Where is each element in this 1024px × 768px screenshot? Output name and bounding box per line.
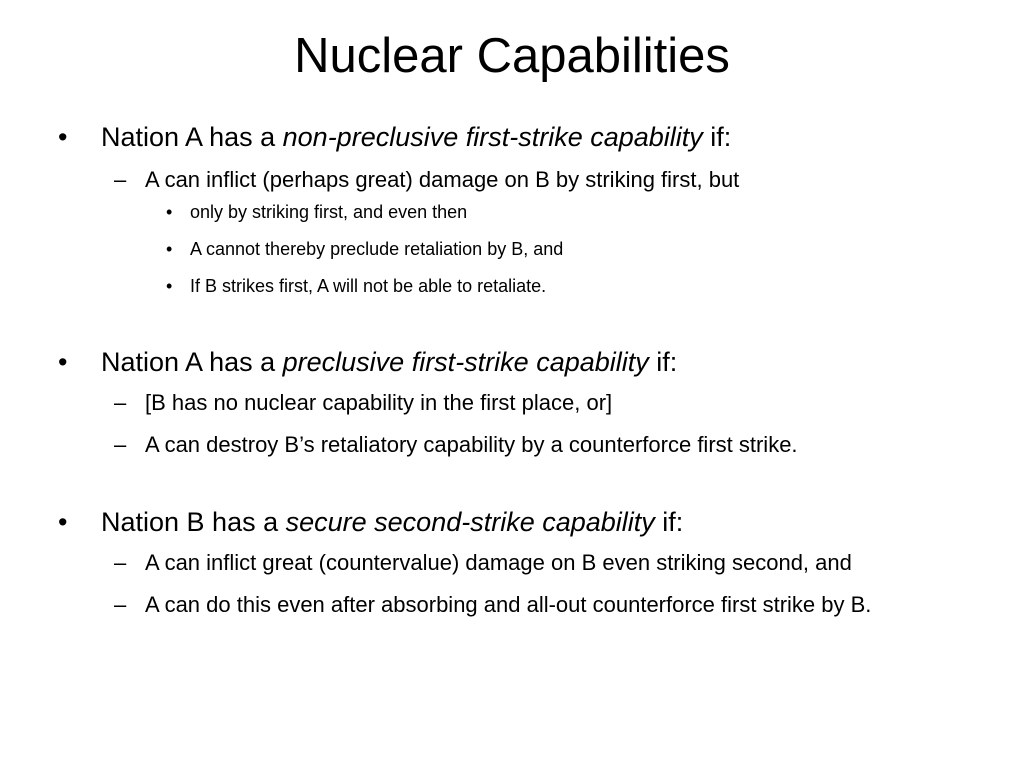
dash-icon: – (114, 432, 127, 457)
bullet-item-preclusive (58, 343, 988, 381)
dash-icon: – (114, 167, 127, 192)
sub-bullet-item (58, 589, 905, 620)
bullet-text-pre: Nation A has a (101, 122, 283, 152)
sub-bullet-text: A can do this even after absorbing and all-out counterforce first strike by B. (145, 592, 872, 617)
sub-bullet-item (58, 429, 988, 460)
bullet-text-term: non-preclusive first-strike capability (282, 122, 703, 152)
slide-title: Nuclear Capabilities (294, 29, 730, 83)
sub-bullet-text: A can inflict (perhaps great) damage on B by striking first, but (145, 167, 740, 192)
bullet-icon: • (58, 347, 68, 377)
sub-sub-bullet-item (58, 237, 988, 262)
bullet-text-post: if: (648, 347, 678, 377)
sub-bullet-text: [B has no nuclear capability in the first place, or] (145, 390, 613, 415)
bullet-text-post: if: (654, 507, 684, 537)
slide-body (58, 118, 988, 620)
bullet-item-non-preclusive (58, 118, 988, 156)
sub-bullet-text: A can destroy B’s retaliatory capability by a counterforce first strike. (145, 432, 798, 457)
bullet-icon: • (58, 507, 68, 537)
sub-sub-bullet-item (58, 200, 988, 225)
sub-sub-bullet-text: only by striking first, and even then (190, 202, 468, 222)
sub-sub-bullet-item (58, 274, 988, 299)
sub-bullet-text: A can inflict great (countervalue) damage on B even striking second, and (145, 550, 852, 575)
bullet-icon: • (166, 239, 173, 259)
sub-bullet-item (58, 547, 988, 578)
dash-icon: – (114, 592, 127, 617)
sub-sub-bullet-text: A cannot thereby preclude retaliation by B, and (190, 239, 564, 259)
bullet-icon: • (166, 276, 173, 296)
bullet-item-secure-second-strike (58, 503, 988, 541)
dash-icon: – (114, 390, 127, 415)
dash-icon: – (114, 550, 127, 575)
bullet-icon: • (166, 202, 173, 222)
bullet-text-term: secure second-strike capability (285, 507, 655, 537)
bullet-icon: • (58, 122, 68, 152)
bullet-text-term: preclusive first-strike capability (282, 347, 649, 377)
sub-bullet-item (58, 387, 988, 418)
sub-bullet-item (58, 164, 988, 195)
sub-sub-bullet-text: If B strikes first, A will not be able to retaliate. (190, 276, 547, 296)
bullet-text-post: if: (702, 122, 732, 152)
bullet-text-pre: Nation A has a (101, 347, 283, 377)
bullet-text-pre: Nation B has a (101, 507, 286, 537)
